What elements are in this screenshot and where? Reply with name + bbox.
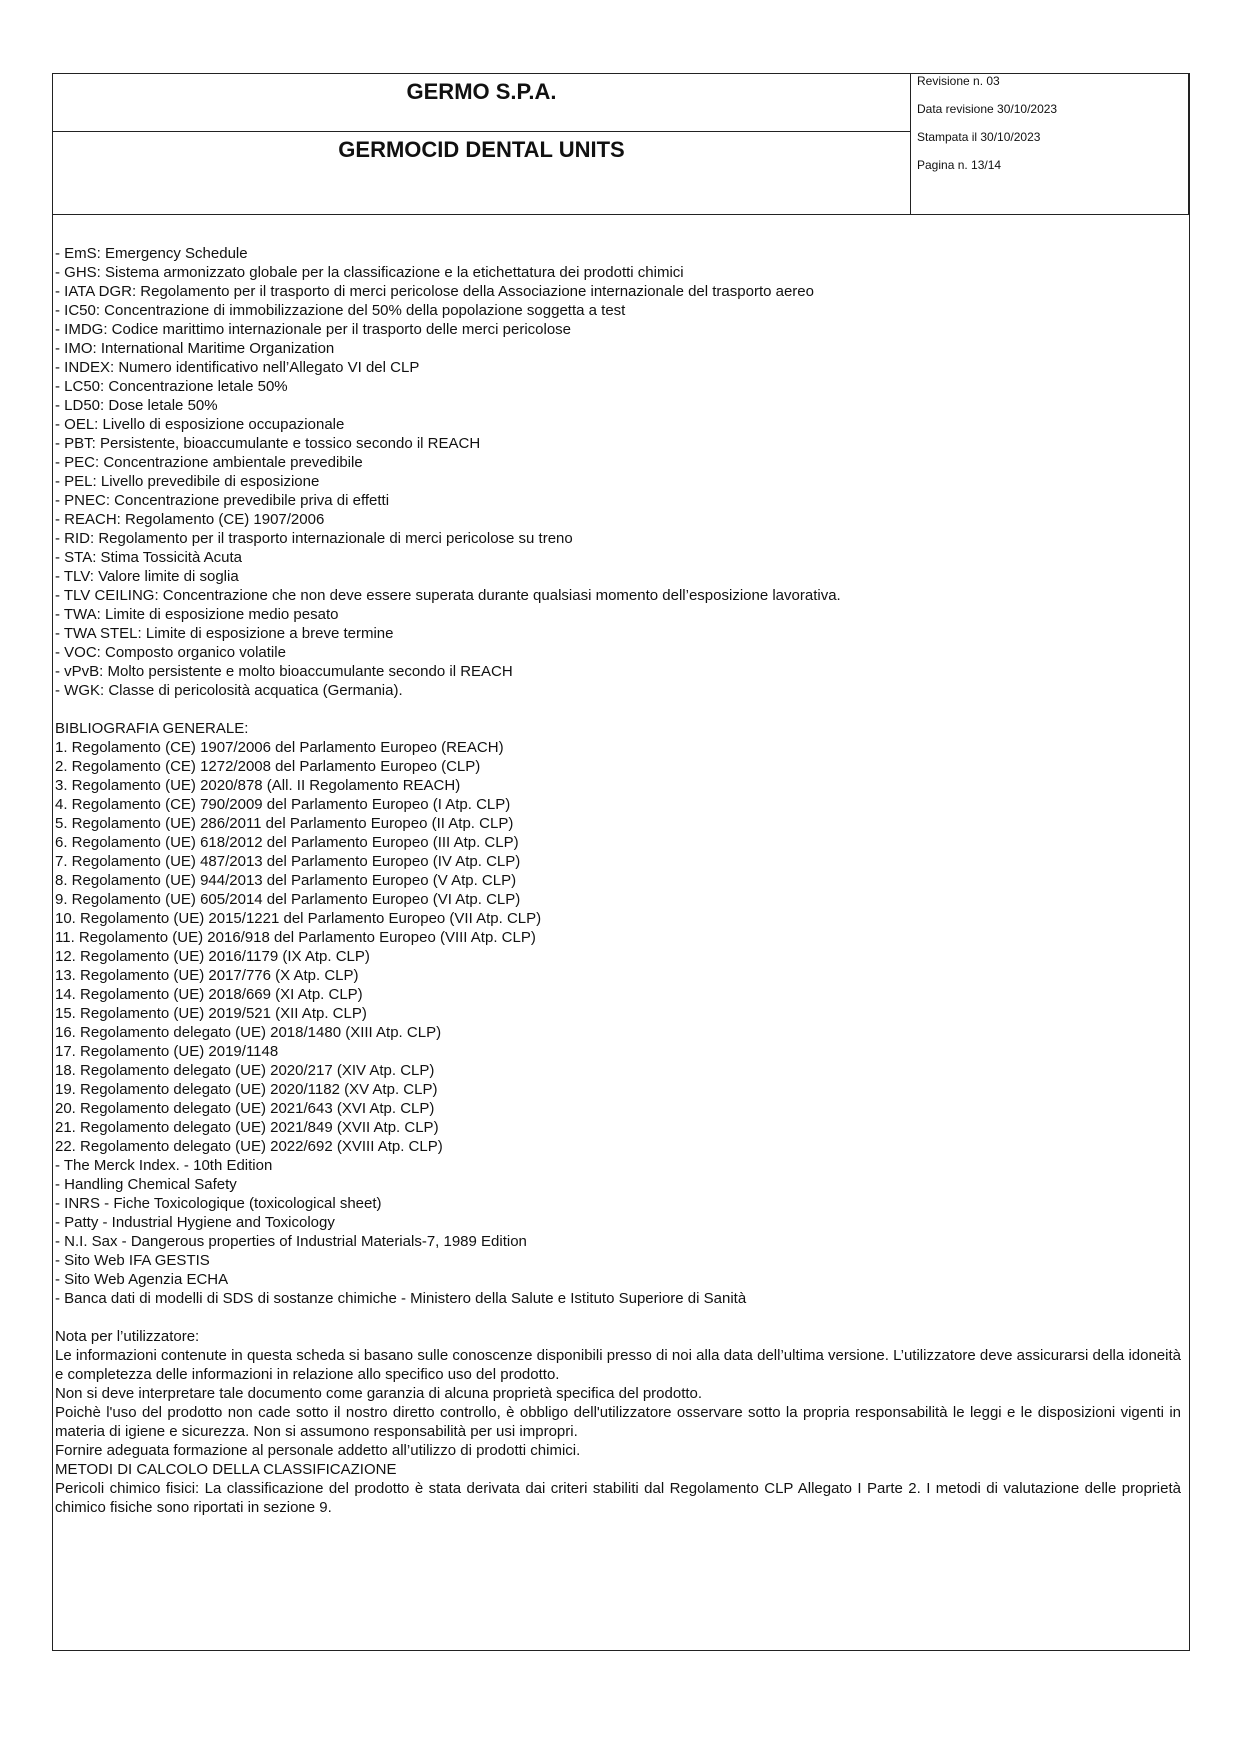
bibliography-item: - Patty - Industrial Hygiene and Toxicology xyxy=(55,1214,335,1231)
abbreviation-item: - LC50: Concentrazione letale 50% xyxy=(55,378,288,395)
methods-title: METODI DI CALCOLO DELLA CLASSIFICAZIONE xyxy=(55,1461,397,1478)
abbreviation-item: - IC50: Concentrazione di immobilizzazione del 50% della popolazione soggetta a test xyxy=(55,302,626,319)
note-paragraph: Non si deve interpretare tale documento come garanzia di alcuna proprietà specifica del prodotto. xyxy=(55,1385,703,1402)
methods-paragraph: Pericoli chimico fisici: La classificazione del prodotto è stata derivata dai criteri stabiliti dal Regolamento CLP Allegato I Parte 2. I metodi di valutazione delle proprietà chimico fisiche sono riportati in sezione 9. xyxy=(55,1480,1181,1516)
revision-date: Data revisione 30/10/2023 xyxy=(917,102,1058,116)
abbreviation-list xyxy=(55,244,1181,700)
bibliography-item: - Handling Chemical Safety xyxy=(55,1176,237,1193)
header-right-border xyxy=(1188,74,1190,214)
bibliography-item: 1. Regolamento (CE) 1907/2006 del Parlamento Europeo (REACH) xyxy=(55,739,504,756)
bibliography-item: 10. Regolamento (UE) 2015/1221 del Parlamento Europeo (VII Atp. CLP) xyxy=(55,910,542,927)
bibliography-item: 14. Regolamento (UE) 2018/669 (XI Atp. CLP) xyxy=(55,986,363,1003)
bibliography-item: 12. Regolamento (UE) 2016/1179 (IX Atp. CLP) xyxy=(55,948,370,965)
document-body xyxy=(55,244,1181,1517)
bibliography-item: - The Merck Index. - 10th Edition xyxy=(55,1157,273,1174)
document-frame xyxy=(52,73,1190,1651)
abbreviation-item: - PEL: Livello prevedibile di esposizione xyxy=(55,473,320,490)
bibliography-item: 13. Regolamento (UE) 2017/776 (X Atp. CLP) xyxy=(55,967,359,984)
bibliography-item: - N.I. Sax - Dangerous properties of Industrial Materials-7, 1989 Edition xyxy=(55,1233,527,1250)
abbreviation-item: - TWA STEL: Limite di esposizione a breve termine xyxy=(55,625,394,642)
note-paragraph: Poichè l'uso del prodotto non cade sotto il nostro diretto controllo, è obbligo dell'utilizzatore osservare sotto la propria responsabilità le leggi e le disposizioni vigenti in materia di igiene e sicurezza. Non si assumono responsabilità per usi impropri. xyxy=(55,1404,1181,1440)
bibliography-item: 7. Regolamento (UE) 487/2013 del Parlamento Europeo (IV Atp. CLP) xyxy=(55,853,521,870)
bibliography-item: 6. Regolamento (UE) 618/2012 del Parlamento Europeo (III Atp. CLP) xyxy=(55,834,519,851)
bibliography-item: - INRS - Fiche Toxicologique (toxicological sheet) xyxy=(55,1195,382,1212)
document-header xyxy=(53,74,1189,215)
abbreviation-item: - OEL: Livello di esposizione occupazionale xyxy=(55,416,345,433)
bibliography-item: 21. Regolamento delegato (UE) 2021/849 (XVII Atp. CLP) xyxy=(55,1119,439,1136)
abbreviation-item: - WGK: Classe di pericolosità acquatica (Germania). xyxy=(55,682,403,699)
bibliography-item: 3. Regolamento (UE) 2020/878 (All. II Regolamento REACH) xyxy=(55,777,461,794)
abbreviation-item: - PEC: Concentrazione ambientale prevedibile xyxy=(55,454,363,471)
note-paragraph: Fornire adeguata formazione al personale addetto all’utilizzo di prodotti chimici. xyxy=(55,1442,581,1459)
abbreviation-item: - IMO: International Maritime Organization xyxy=(55,340,335,357)
abbreviation-item: - RID: Regolamento per il trasporto internazionale di merci pericolose su treno xyxy=(55,530,573,547)
note-paragraph: Le informazioni contenute in questa scheda si basano sulle conoscenze disponibili presso di noi alla data dell’ultima versione. L’utilizzatore deve assicurarsi della idoneità e completezza delle informazioni in relazione allo specifico uso del prodotto. xyxy=(55,1347,1181,1383)
bibliography-item: 4. Regolamento (CE) 790/2009 del Parlamento Europeo (I Atp. CLP) xyxy=(55,796,511,813)
abbreviation-item: - vPvB: Molto persistente e molto bioaccumulante secondo il REACH xyxy=(55,663,513,680)
abbreviation-item: - STA: Stima Tossicità Acuta xyxy=(55,549,243,566)
note-paragraphs xyxy=(55,1346,1181,1460)
abbreviation-item: - TLV CEILING: Concentrazione che non deve essere superata durante qualsiasi momento dell’esposizione lavorativa. xyxy=(55,587,841,604)
bibliography-item: 8. Regolamento (UE) 944/2013 del Parlamento Europeo (V Atp. CLP) xyxy=(55,872,517,889)
abbreviation-item: - INDEX: Numero identificativo nell’Allegato VI del CLP xyxy=(55,359,420,376)
abbreviation-item: - IATA DGR: Regolamento per il trasporto di merci pericolose della Associazione internazionale del trasporto aereo xyxy=(55,283,814,300)
bibliography-item: - Sito Web IFA GESTIS xyxy=(55,1252,210,1269)
abbreviation-item: - VOC: Composto organico volatile xyxy=(55,644,286,661)
bibliography-item: 17. Regolamento (UE) 2019/1148 xyxy=(55,1043,279,1060)
bibliography-item: 20. Regolamento delegato (UE) 2021/643 (XVI Atp. CLP) xyxy=(55,1100,435,1117)
bibliography-item: 5. Regolamento (UE) 286/2011 del Parlamento Europeo (II Atp. CLP) xyxy=(55,815,514,832)
page-number: Pagina n. 13/14 xyxy=(917,158,1002,172)
bibliography-title: BIBLIOGRAFIA GENERALE: xyxy=(55,720,249,737)
bibliography-list xyxy=(55,738,1181,1308)
abbreviation-item: - REACH: Regolamento (CE) 1907/2006 xyxy=(55,511,325,528)
note-title: Nota per l’utilizzatore: xyxy=(55,1328,200,1345)
abbreviation-item: - GHS: Sistema armonizzato globale per la classificazione e la etichettatura dei prodotti chimici xyxy=(55,264,684,281)
header-title-block xyxy=(53,74,911,214)
bibliography-item: 22. Regolamento delegato (UE) 2022/692 (XVIII Atp. CLP) xyxy=(55,1138,443,1155)
abbreviation-item: - TWA: Limite di esposizione medio pesato xyxy=(55,606,339,623)
print-date: Stampata il 30/10/2023 xyxy=(917,130,1041,144)
bibliography-item: - Sito Web Agenzia ECHA xyxy=(55,1271,229,1288)
bibliography-item: 2. Regolamento (CE) 1272/2008 del Parlamento Europeo (CLP) xyxy=(55,758,481,775)
abbreviation-item: - TLV: Valore limite di soglia xyxy=(55,568,239,585)
bibliography-item: 15. Regolamento (UE) 2019/521 (XII Atp. CLP) xyxy=(55,1005,367,1022)
product-name: GERMOCID DENTAL UNITS xyxy=(338,137,625,162)
abbreviation-item: - LD50: Dose letale 50% xyxy=(55,397,218,414)
bibliography-item: 11. Regolamento (UE) 2016/918 del Parlamento Europeo (VIII Atp. CLP) xyxy=(55,929,536,946)
company-name: GERMO S.P.A. xyxy=(53,74,910,132)
bibliography-item: - Banca dati di modelli di SDS di sostanze chimiche - Ministero della Salute e Istituto Superiore di Sanità xyxy=(55,1290,747,1307)
header-meta-block xyxy=(915,74,1185,214)
bibliography-item: 18. Regolamento delegato (UE) 2020/217 (XIV Atp. CLP) xyxy=(55,1062,435,1079)
bibliography-item: 9. Regolamento (UE) 605/2014 del Parlamento Europeo (VI Atp. CLP) xyxy=(55,891,521,908)
bibliography-item: 19. Regolamento delegato (UE) 2020/1182 (XV Atp. CLP) xyxy=(55,1081,438,1098)
abbreviation-item: - EmS: Emergency Schedule xyxy=(55,245,248,262)
abbreviation-item: - IMDG: Codice marittimo internazionale per il trasporto delle merci pericolose xyxy=(55,321,572,338)
bibliography-item: 16. Regolamento delegato (UE) 2018/1480 (XIII Atp. CLP) xyxy=(55,1024,442,1041)
abbreviation-item: - PBT: Persistente, bioaccumulante e tossico secondo il REACH xyxy=(55,435,481,452)
revision-number: Revisione n. 03 xyxy=(917,74,1000,88)
abbreviation-item: - PNEC: Concentrazione prevedibile priva di effetti xyxy=(55,492,390,509)
